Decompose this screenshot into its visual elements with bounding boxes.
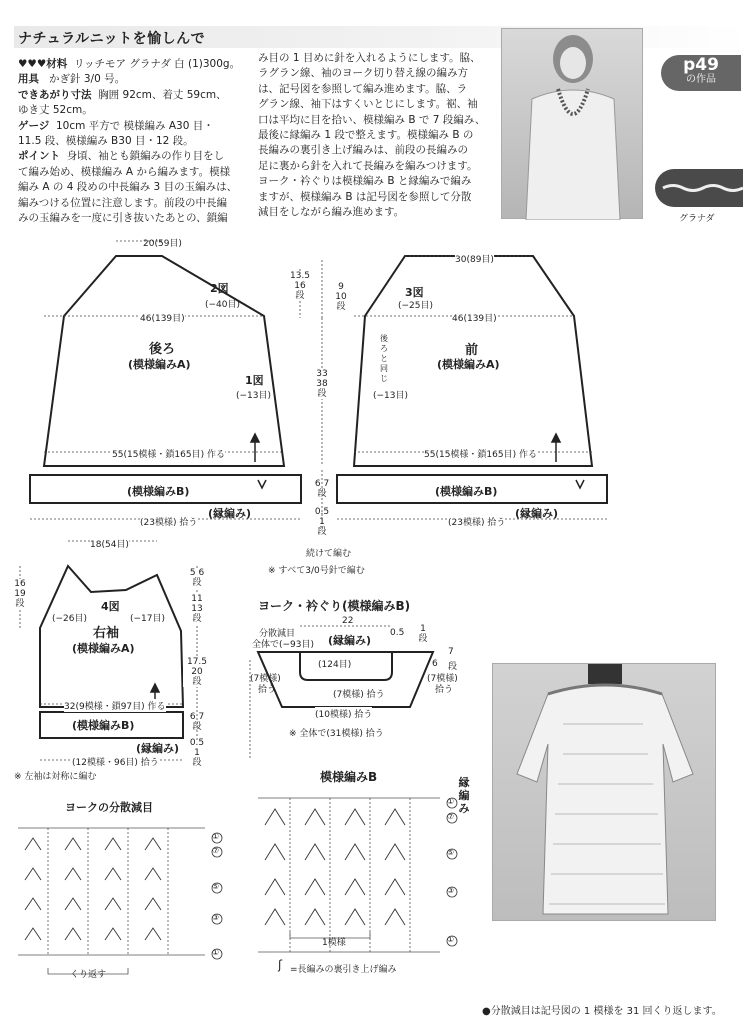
b-row-1: ①: [447, 797, 455, 806]
dim-33: [310, 369, 334, 399]
sleeve-band-label: (模様編みB): [72, 719, 135, 732]
back-band-label: (模様編みB): [127, 485, 190, 498]
yoke-d7c: 段: [448, 662, 458, 672]
dim-unit: 段: [192, 677, 202, 687]
dim-unit: 段: [317, 489, 327, 499]
yoke-title: ヨーク・衿ぐり(模様編みB): [258, 599, 411, 613]
dim-rows: 1: [420, 624, 426, 634]
sleeve-fig4: 4図: [101, 600, 120, 613]
yoke-chart-symbols: [25, 838, 161, 940]
dim-value: 5: [189, 568, 196, 578]
instruction-line: グラン線、袖下はすくいとじにします。裾、袖: [258, 98, 478, 111]
yoke-row-3: ③: [212, 913, 220, 922]
gauge-text-2: 11.5 段、模様編み B30 目・12 段。: [18, 135, 194, 148]
back-dec2: (−40目): [205, 300, 241, 310]
yoke-chart-repeat: くり返す: [70, 970, 107, 980]
back-width46: 46(139目): [140, 311, 185, 324]
front-same-as-back: 後ろと同じ: [380, 334, 388, 383]
dim-unit: 段: [192, 578, 202, 588]
dim-rows: 38: [316, 379, 328, 389]
dim-unit: 段: [192, 758, 202, 768]
sleeve-edge-label: (縁編み): [136, 742, 180, 755]
b-row-7: ⑦: [447, 812, 455, 821]
sleeve-dec-left: (−26目): [52, 614, 88, 624]
page-sub: の作品: [686, 74, 716, 85]
sleeve-dec-right: (−17目): [130, 614, 166, 624]
front-edge-label: (縁編み): [515, 507, 559, 520]
instruction-line: 口は平均に目を拾い、模様編み B で 7 段編み、: [258, 113, 486, 126]
back-edge-label: (縁編み): [208, 507, 252, 520]
dim-value: 0.5: [189, 738, 205, 748]
tools-text: かぎ針 3/0 号。: [49, 73, 126, 86]
front-dec3: (−25目): [398, 301, 434, 311]
dim-value: 6: [189, 712, 196, 722]
front-pick: (23模様) 拾う: [448, 515, 505, 528]
materials-text: リッチモア グラナダ 白 (1)300g。: [73, 58, 241, 70]
front-pattern: (模様編みA): [437, 358, 500, 371]
yoke-total: 全体で(−93目): [252, 640, 315, 650]
back-name: 後ろ: [149, 342, 176, 357]
sleeve-pick: (12模様・96目) 拾う: [72, 755, 159, 768]
front-band-label: (模様編みB): [435, 485, 498, 498]
yoke-dist-dec: 分散減目: [259, 629, 296, 639]
size-text-2: ゆき丈 52cm。: [18, 104, 93, 117]
all-hook-note: ※ すべて3/0号針で編む: [268, 566, 365, 576]
pattern-b-legend-icon: ʃ: [278, 958, 283, 972]
front-dec1: (−13目): [373, 391, 409, 401]
sleeve-top-width: 18(54目): [90, 537, 129, 550]
dim-value: 17.5: [186, 657, 208, 667]
yoke-row-1: ①: [212, 832, 220, 841]
yoke-pick-right-b: 拾う: [435, 685, 454, 695]
front-fig3: 3図: [405, 286, 424, 299]
materials-label: ♥♥♥材料: [18, 58, 68, 70]
point-text-3: 編み A の 4 段めの中長編み 3 目の玉編みは、: [18, 181, 238, 194]
instruction-line: ますが、模様編み B は記号図を参照して分散: [258, 190, 472, 203]
dim-unit: 段: [192, 722, 202, 732]
back-fig2: 2図: [210, 282, 229, 295]
dim-unit: 段: [317, 389, 327, 399]
gauge-text-1: 10cm 平方で 模様編み A30 目・: [55, 119, 214, 132]
page-number: p49: [683, 55, 719, 75]
instruction-line: ラグラン線、袖のヨーク切り替え線の編み方: [258, 67, 468, 80]
yoke-total-pat: ※ 全体で(31模様) 拾う: [289, 729, 384, 739]
yoke-row-5: ⑤: [212, 882, 220, 891]
dim-value: 11: [191, 594, 203, 604]
dim-rows: 13: [191, 604, 203, 614]
sleeve-cast: 32(9模様・鎖97目) 作る: [64, 699, 166, 712]
back-pick: (23模様) 拾う: [140, 515, 197, 528]
dim-rows: 19: [14, 589, 26, 599]
pattern-b-grid: [258, 798, 440, 952]
back-dec1: (−13目): [236, 391, 272, 401]
dim-rows: 1: [194, 748, 200, 758]
yoke-d6: 6: [432, 659, 438, 669]
point-text-5: みの玉編みを一度に引き抜いたあとの、鎖編: [18, 212, 228, 225]
dim-rows: 1: [319, 517, 325, 527]
size-text-1: 胸囲 92cm、着丈 59cm、: [98, 88, 227, 101]
dim-rows: 7: [198, 712, 205, 722]
dim-unit: 段: [295, 291, 305, 301]
sleeve-r4: [186, 712, 208, 732]
instruction-line: 減目をしながら編み進めます。: [258, 206, 405, 219]
dim-value: 33: [316, 369, 328, 379]
edge-title: 縁編み: [458, 776, 470, 815]
gauge-label: ゲージ: [18, 119, 50, 132]
b-row-1b: ①: [447, 935, 455, 944]
size-label: できあがり寸法: [18, 88, 92, 101]
yoke-w22: 22: [342, 616, 354, 626]
point-label: ポイント: [18, 150, 60, 163]
back-top-width: 20(59目): [143, 239, 182, 249]
sleeve-r2: [186, 594, 208, 624]
dim-value: 13.5: [289, 271, 311, 281]
dim-value: 6: [314, 479, 321, 489]
yoke-pick-left: (7模様): [250, 674, 281, 684]
sleeve-r5: [186, 738, 208, 768]
dim-value: 0.5: [390, 628, 405, 638]
dim-rows: 10: [335, 292, 347, 302]
dim-unit: 段: [192, 614, 202, 624]
dim-rows: 20: [191, 667, 203, 677]
point-text-2: て編み始め、模様編み A から編みます。模様: [18, 165, 231, 178]
pattern-b-one: 1模様: [322, 938, 346, 948]
dim-0-5: [310, 507, 334, 537]
sleeve-left-dim: [10, 579, 30, 609]
point-text-4: 編みつける位置に注意します。前段の中長編: [18, 196, 227, 209]
instruction-line: 足に裏から針を入れて長編みを編みつけます。: [258, 159, 478, 172]
page-title: ナチュラルニットを愉しんで: [18, 31, 206, 47]
yoke-d05: [390, 628, 404, 638]
front-width46: 46(139目): [452, 311, 497, 324]
continue-label: 続けて編む: [306, 549, 352, 559]
yoke-d7: 7: [448, 647, 454, 657]
instruction-line: は、記号図を参照して編み進めます。脇、ラ: [258, 82, 468, 95]
dim-9: [331, 282, 351, 312]
front-top-width: 30(89目): [455, 252, 494, 265]
yoke-pick-mid: (7模様) 拾う: [333, 690, 385, 700]
front-cast: 55(15模様・鎖165目) 作る: [424, 447, 537, 460]
yoke-pick-bottom: (10模様) 拾う: [315, 707, 372, 720]
sleeve-r1: [186, 568, 208, 588]
pattern-b-symbols: [265, 809, 405, 925]
sleeve-note: ※ 左袖は対称に編む: [14, 772, 97, 782]
yoke-chart-title: ヨークの分散減目: [65, 801, 153, 814]
dim-rows: 7: [323, 479, 330, 489]
b-row-5: ⑤: [447, 848, 455, 857]
back-fig1: 1図: [245, 374, 264, 387]
instruction-line: 最後に縁編み 1 段で整えます。模様編み B の: [258, 129, 474, 142]
dim-value: 16: [14, 579, 26, 589]
instruction-line: 長編みの裏引き上げ編みは、前段の長編みの: [258, 144, 468, 157]
footer-note: ●分散減目は記号図の 1 模様を 31 回くり返します。: [482, 1006, 722, 1017]
dim-unit: 段: [418, 634, 428, 644]
dim-13-5: [287, 271, 313, 301]
pattern-b-title: 模様編みB: [320, 770, 378, 784]
yoke-edge: (縁編み): [328, 634, 372, 647]
yoke-d1: [416, 624, 430, 644]
b-row-3: ③: [447, 886, 455, 895]
instruction-line: ヨーク・衿ぐりは模様編み B と縁編みで編み: [258, 175, 472, 188]
dim-6: [310, 479, 334, 499]
dim-unit: 段: [336, 302, 346, 312]
yarn-label: グラナダ: [679, 214, 715, 224]
dim-unit: 段: [15, 599, 25, 609]
yoke-row-1b: ①: [212, 948, 220, 957]
yoke-pick-left-b: 拾う: [258, 685, 277, 695]
dim-unit: 段: [317, 527, 327, 537]
pattern-b-legend: =長編みの裏引き上げ編み: [290, 965, 397, 975]
sleeve-name: 右袖: [93, 626, 120, 641]
dim-rows: 6: [198, 568, 205, 578]
back-cast: 55(15模様・鎖165目) 作る: [112, 447, 225, 460]
sleeve-pattern: (模様編みA): [72, 642, 135, 655]
front-name: 前: [465, 343, 479, 358]
yoke-pick-right: (7模様): [427, 674, 458, 684]
back-pattern: (模様編みA): [128, 358, 191, 371]
dim-value: 9: [338, 282, 344, 292]
instruction-line: み目の 1 目めに針を入れるようにします。脇、: [258, 52, 481, 64]
dim-value: 0.5: [314, 507, 330, 517]
sleeve-r3: [183, 657, 211, 687]
point-text-1: 身頃、袖とも鎖編みの作り目をし: [66, 150, 225, 163]
dim-rows: 16: [294, 281, 306, 291]
yoke-inner: (124目): [318, 660, 352, 670]
yoke-row-7: ⑦: [212, 846, 220, 855]
tools-label: 用具: [18, 73, 39, 86]
